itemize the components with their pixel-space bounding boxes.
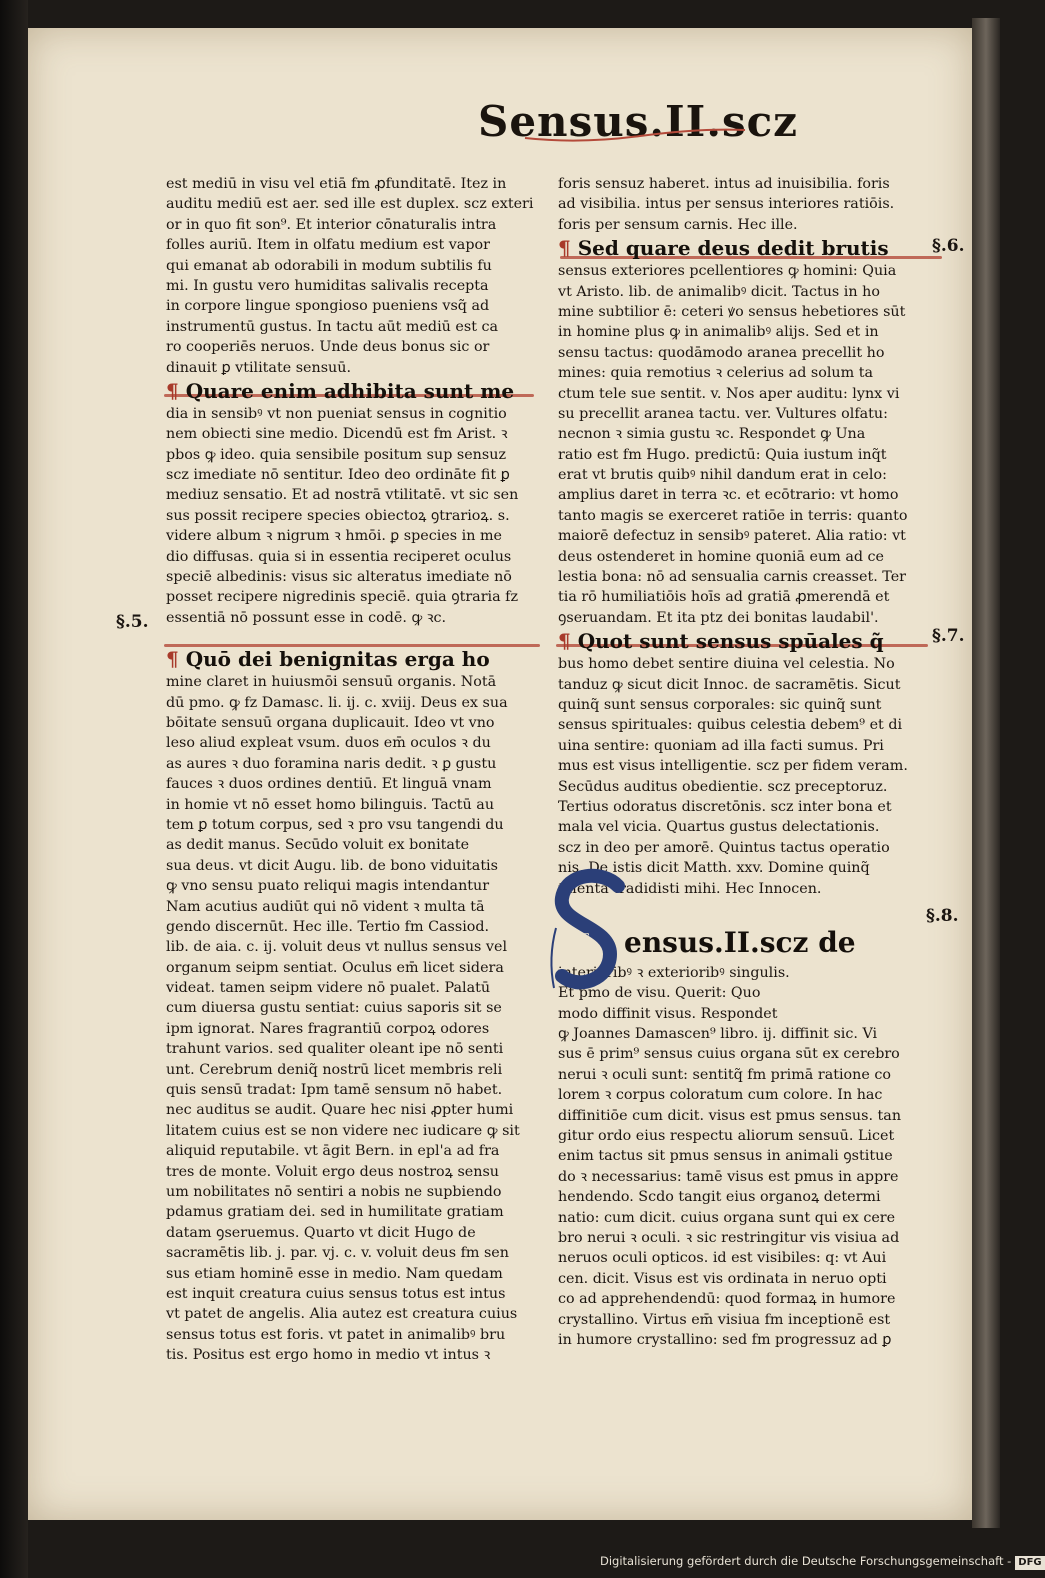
initial-letter: S xyxy=(582,931,591,945)
text-line: Et pmo de visu. Querit: Quo xyxy=(558,985,761,1002)
text-line: lestia bona: nō ad sensualia carnis creasset. Ter xyxy=(558,569,907,586)
text-line: nerui ꝛ oculi sunt: sentitq̃ fm primā ratione co xyxy=(558,1066,891,1083)
text-line: lorem ꝛ corpus coloratum cum colore. In hac xyxy=(558,1087,883,1104)
text-line: scz imediate nō sentitur. Ideo deo ordināte fit ꝑ xyxy=(166,467,510,484)
text-line: ro cooperiēs neruos. Unde deus bonus sic or xyxy=(166,339,490,356)
text-line: quinq̃ sunt sensus corporales: sic quinq̃ sunt xyxy=(558,696,882,713)
text-line: sensus spirituales: quibus celestia debem⁹ et di xyxy=(558,717,903,734)
text-line: tis. Positus est ergo homo in medio vt intus ꝛ xyxy=(166,1347,491,1364)
running-title: Sensus.II.scz xyxy=(478,97,799,146)
text-line: sua deus. vt dicit Augu. lib. de bono viduitatis xyxy=(166,857,498,874)
text-line: dū pmo. ꝙ fz Damasc. li. ij. c. xviij. Deus ex sua xyxy=(166,694,508,711)
text-line: ctum tele sue sentit. v. Nos aper auditu: lynx vi xyxy=(558,385,900,402)
text-line: tia rō humiliatiōis hoīs ad gratiā ꝓmerendā et xyxy=(558,589,890,606)
section-mark-8: §.8. xyxy=(926,906,959,926)
text-line: enim tactus sit pmus sensus in animali ꝯstitue xyxy=(558,1148,893,1165)
section-mark-6: §.6. xyxy=(932,236,965,256)
text-line: trahunt varios. sed qualiter oleant ipe nō senti xyxy=(166,1041,504,1058)
text-line: mediuz sensatio. Et ad nostrā vtilitatē. vt sic sen xyxy=(166,487,519,504)
paragraph-block xyxy=(558,261,926,628)
text-line: as dedit manus. Secūdo voluit ex bonitate xyxy=(166,837,470,854)
text-line: tres de monte. Voluit ergo deus nostroꝝ sensu xyxy=(166,1163,500,1180)
text-line: uina sentire: quoniam ad illa facti sumus. Pri xyxy=(558,737,884,754)
text-line: as aures ꝛ duo foramina naris dedit. ꝛ ꝑ gustu xyxy=(166,755,497,772)
text-line: co ad apprehendendū: quod formaꝝ in humore xyxy=(558,1291,896,1308)
text-line: essentiā nō possunt esse in codē. ꝙ ꝛc. xyxy=(166,609,447,626)
text-line: in corpore lingue spongioso pueniens vsq̃ ad xyxy=(166,298,490,315)
text-line: videat. tamen seipm videre nō pualet. Palatū xyxy=(166,980,491,997)
text-line: modo diffinit visus. Respondet xyxy=(558,1005,778,1022)
text-line: erat vt brutis quibꝰ nihil dandum erat in celo: xyxy=(558,467,887,484)
text-line: unt. Cerebrum deniq̃ nostrū licet membris reli xyxy=(166,1061,503,1078)
text-line: su precellit aranea tactu. ver. Vultures olfatu: xyxy=(558,405,888,422)
text-line: fauces ꝛ duos ordines dentiū. Et linguā vnam xyxy=(166,776,492,793)
text-line: videre album ꝛ nigrum ꝛ hmōi. ꝑ species in me xyxy=(166,528,502,545)
pilcrow-icon: ¶ xyxy=(166,647,179,672)
text-line: bus homo debet sentire diuina vel celestia. No xyxy=(558,656,895,673)
text-line: hendendo. Scdo tangit eius organoꝝ determi xyxy=(558,1189,881,1206)
text-line: in homine plus ꝙ in animalibꝰ alijs. Sed et in xyxy=(558,324,879,341)
section-mark-7: §.7. xyxy=(932,626,965,646)
text-line: tanduz ꝙ sicut dicit Innoc. de sacramētis. Sicut xyxy=(558,676,901,693)
text-line: dia in sensibꝰ vt non pueniat sensus in cognitio xyxy=(166,405,507,422)
section-heading: ¶ Quot sunt sensus spūales q̃ xyxy=(558,629,884,654)
text-line: ꝙ vno sensu puato reliqui magis intendantur xyxy=(166,878,490,895)
text-line: mines: quia remotius ꝛ celerius ad solum ta xyxy=(558,365,873,382)
text-line: sensus exteriores pcellentiores ꝙ homini: Quia xyxy=(558,263,897,280)
text-line: mus est visus intelligentie. scz per fidem veram. xyxy=(558,758,908,775)
text-line: Tertius odoratus discretōnis. scz inter bona et xyxy=(558,798,892,815)
pilcrow-icon: ¶ xyxy=(166,378,179,403)
text-line: sus possit recipere species obiectoꝝ ꝯtrarioꝝ. s. xyxy=(166,507,510,524)
header-swash-decoration xyxy=(520,126,750,146)
text-line: ꝙ Joannes Damascen⁹ libro. ij. diffinit sic. Vi xyxy=(558,1026,878,1043)
text-line: leso aliud expleat vsum. duos em̄ oculos ꝛ du xyxy=(166,735,491,752)
text-line: bōitate sensuū organa duplicauit. Ideo vt vno xyxy=(166,714,495,731)
text-line: aliquid reputabile. vt āgit Bern. in epl'a ad fra xyxy=(166,1143,500,1160)
text-line: pdamus gratiam dei. sed in humilitate gratiam xyxy=(166,1204,504,1221)
text-line: cum diuersa gustu sentiat: cuius saporis sit se xyxy=(166,1000,502,1017)
pilcrow-icon: ¶ xyxy=(558,629,571,654)
text-line: est mediū in visu vel etiā fm ꝓfunditatē. Itez in xyxy=(166,176,507,192)
paragraph-block xyxy=(166,672,534,1365)
text-line: quis sensū tradat: Ipm tamē sensum nō habet. xyxy=(166,1082,503,1099)
text-line: mi. In gustu vero humiditas salivalis recepta xyxy=(166,277,489,294)
text-line: crystallino. Virtus em̄ visiua fm inceptionē est xyxy=(558,1311,891,1328)
text-line: mala vel vicia. Quartus gustus delectationis. xyxy=(558,819,880,836)
text-line: deus ostenderet in homine quoniā eum ad ce xyxy=(558,548,885,565)
text-line: Nam acutius audiūt qui nō vident ꝛ multa tā xyxy=(166,898,485,915)
text-line: cen. dicit. Visus est vis ordinata in neruo opti xyxy=(558,1270,887,1287)
text-line: nis. De istis dicit Matth. xxv. Domine quinq̃ xyxy=(558,860,870,877)
digitization-credit: Digitalisierung gefördert durch die Deutsche Forschungsgemeinschaft - DFG xyxy=(600,1551,1000,1571)
pilcrow-icon: ¶ xyxy=(558,236,571,261)
dfg-logo: DFG xyxy=(1015,1556,1044,1570)
right-scan-edge xyxy=(972,18,1000,1528)
text-line: tem ꝑ totum corpus, sed ꝛ pro vsu tangendi du xyxy=(166,816,504,833)
text-line: vt Aristo. lib. de animalibꝰ dicit. Tactus in ho xyxy=(558,283,880,300)
text-line: folles auriū. Item in olfatu medium est vapor xyxy=(166,237,490,254)
text-line: in humore crystallino: sed fm progressuz ad ꝑ xyxy=(558,1331,892,1348)
text-line: Secūdus auditus obedientie. scz preceptoruz. xyxy=(558,778,888,795)
left-column xyxy=(166,174,534,1365)
section-heading-large: ensus.II.scz de xyxy=(624,925,856,959)
text-line: or in quo fit son⁹. Et interior cōnaturalis intra xyxy=(166,216,497,233)
text-line: posset recipere nigredinis speciē. quia ꝯtraria fz xyxy=(166,589,518,606)
right-column xyxy=(558,174,926,1350)
text-line: ipm ignorat. Nares fragrantiū corpoꝝ odores xyxy=(166,1020,490,1037)
section-heading: ¶ Quō dei benignitas erga ho xyxy=(166,647,490,672)
text-line: pbos ꝙ ideo. quia sensibile positum sup sensuz xyxy=(166,446,506,463)
left-scan-edge xyxy=(0,0,28,1578)
text-line: est inquit creatura cuius sensus totus est intus xyxy=(166,1285,506,1302)
text-line: mine claret in huiusmōi sensuū organis. Notā xyxy=(166,674,497,691)
text-line: vt patet de angelis. Alia autez est creatura cuius xyxy=(166,1306,518,1323)
text-line: maiorē defectuz in sensibꝰ pateret. Alia ratio: vt xyxy=(558,528,906,545)
text-line: scz in deo per amorē. Quintus tactus operatio xyxy=(558,839,890,856)
text-line: neruos oculi opticos. id est visibiles: q: vt Aui xyxy=(558,1250,887,1267)
text-line: ad visibilia. intus per sensus interiores ratiōis. xyxy=(558,196,895,213)
text-line: do ꝛ necessarius: tamē visus est pmus in appre xyxy=(558,1168,899,1185)
paragraph-block xyxy=(558,174,926,235)
decorated-initial-s xyxy=(548,868,634,998)
text-line: gendo discernūt. Hec ille. Tertio fm Cassiod. xyxy=(166,918,490,935)
text-line: tanto magis se exerceret ratiōe in terris: quanto xyxy=(558,507,908,524)
text-line: ꝯseruandam. Et ita ptz dei bonitas laudabil'. xyxy=(558,609,879,626)
text-line: dinauit ꝑ vtilitate sensuū. xyxy=(166,359,352,376)
text-line: amplius daret in terra ꝛc. et ecōtrario: vt homo xyxy=(558,487,899,504)
text-line: foris sensuz haberet. intus ad inuisibilia. foris xyxy=(558,176,890,192)
text-line: nec auditus se audit. Quare hec nisi ꝓpter humi xyxy=(166,1102,514,1119)
text-line: datam ꝯseruemus. Quarto vt dicit Hugo de xyxy=(166,1224,476,1241)
text-line: um nobilitates nō sentiri a nobis ne supbiendo xyxy=(166,1183,502,1200)
text-line: interioribꝰ ꝛ exterioribꝰ singulis. xyxy=(558,964,790,981)
text-line: talenta tradidisti mihi. Hec Innocen. xyxy=(558,880,822,897)
text-line: gitur ordo eius respectu aliorum sensuū. Licet xyxy=(558,1128,895,1145)
text-line: sus ē prim⁹ sensus cuius organa sūt ex cerebro xyxy=(558,1046,900,1063)
text-line: instrumentū gustus. In tactu aūt mediū est ca xyxy=(166,318,499,335)
text-line: sensus totus est foris. vt patet in animalibꝰ bru xyxy=(166,1326,506,1343)
text-line: ratio est fm Hugo. predictū: Quia iustum inq̃t xyxy=(558,446,887,463)
text-line: speciē albedinis: visus sic alteratus imediate nō xyxy=(166,569,512,586)
paragraph-block xyxy=(558,654,926,899)
paragraph-block xyxy=(166,174,534,378)
paragraph-block xyxy=(558,963,926,1350)
paragraph-block xyxy=(166,404,534,628)
text-line: nem obiecti sine medio. Dicendū est fm Arist. ꝛ xyxy=(166,426,508,443)
text-line: dio diffusas. quia si in essentia reciperet oculus xyxy=(166,548,512,565)
text-line: in homie vt nō esset homo bilinguis. Tactū au xyxy=(166,796,495,813)
text-line: qui emanat ab odorabili in modum subtilis fu xyxy=(166,257,492,274)
text-line: mine subtilior ē: ceteri ꝟo sensus hebetiores sūt xyxy=(558,303,906,320)
text-line: natio: cum dicit. cuius organa sunt qui ex cere xyxy=(558,1209,896,1226)
text-line: diffinitiōe cum dicit. visus est pmus sensus. tan xyxy=(558,1107,902,1124)
text-line: organum seipm sentiat. Oculus em̄ licet sidera xyxy=(166,959,504,976)
text-line: bro nerui ꝛ oculi. ꝛ sic restringitur vis visiua ad xyxy=(558,1229,900,1246)
text-line: necnon ꝛ simia gustu ꝛc. Respondet ꝙ Una xyxy=(558,426,866,443)
text-line: sensu tactus: quodāmodo aranea precellit ho xyxy=(558,344,885,361)
section-heading: ¶ Quare enim adhibita sunt me xyxy=(166,378,515,403)
text-line: sacramētis lib. j. par. vj. c. v. voluit deus fm sen xyxy=(166,1245,509,1262)
text-line: lib. de aia. c. ij. voluit deus vt nullus sensus vel xyxy=(166,939,508,956)
section-heading: ¶ Sed quare deus dedit brutis xyxy=(558,236,889,261)
text-line: foris per sensum carnis. Hec ille. xyxy=(558,216,798,233)
text-line: litatem cuius est se non videre nec iudicare ꝙ sit xyxy=(166,1122,520,1139)
section-mark-5: §.5. xyxy=(116,612,149,632)
text-line: sus etiam hominē esse in medio. Nam quedam xyxy=(166,1265,503,1282)
text-line: auditu mediū est aer. sed ille est duplex. scz exteri xyxy=(166,196,534,213)
